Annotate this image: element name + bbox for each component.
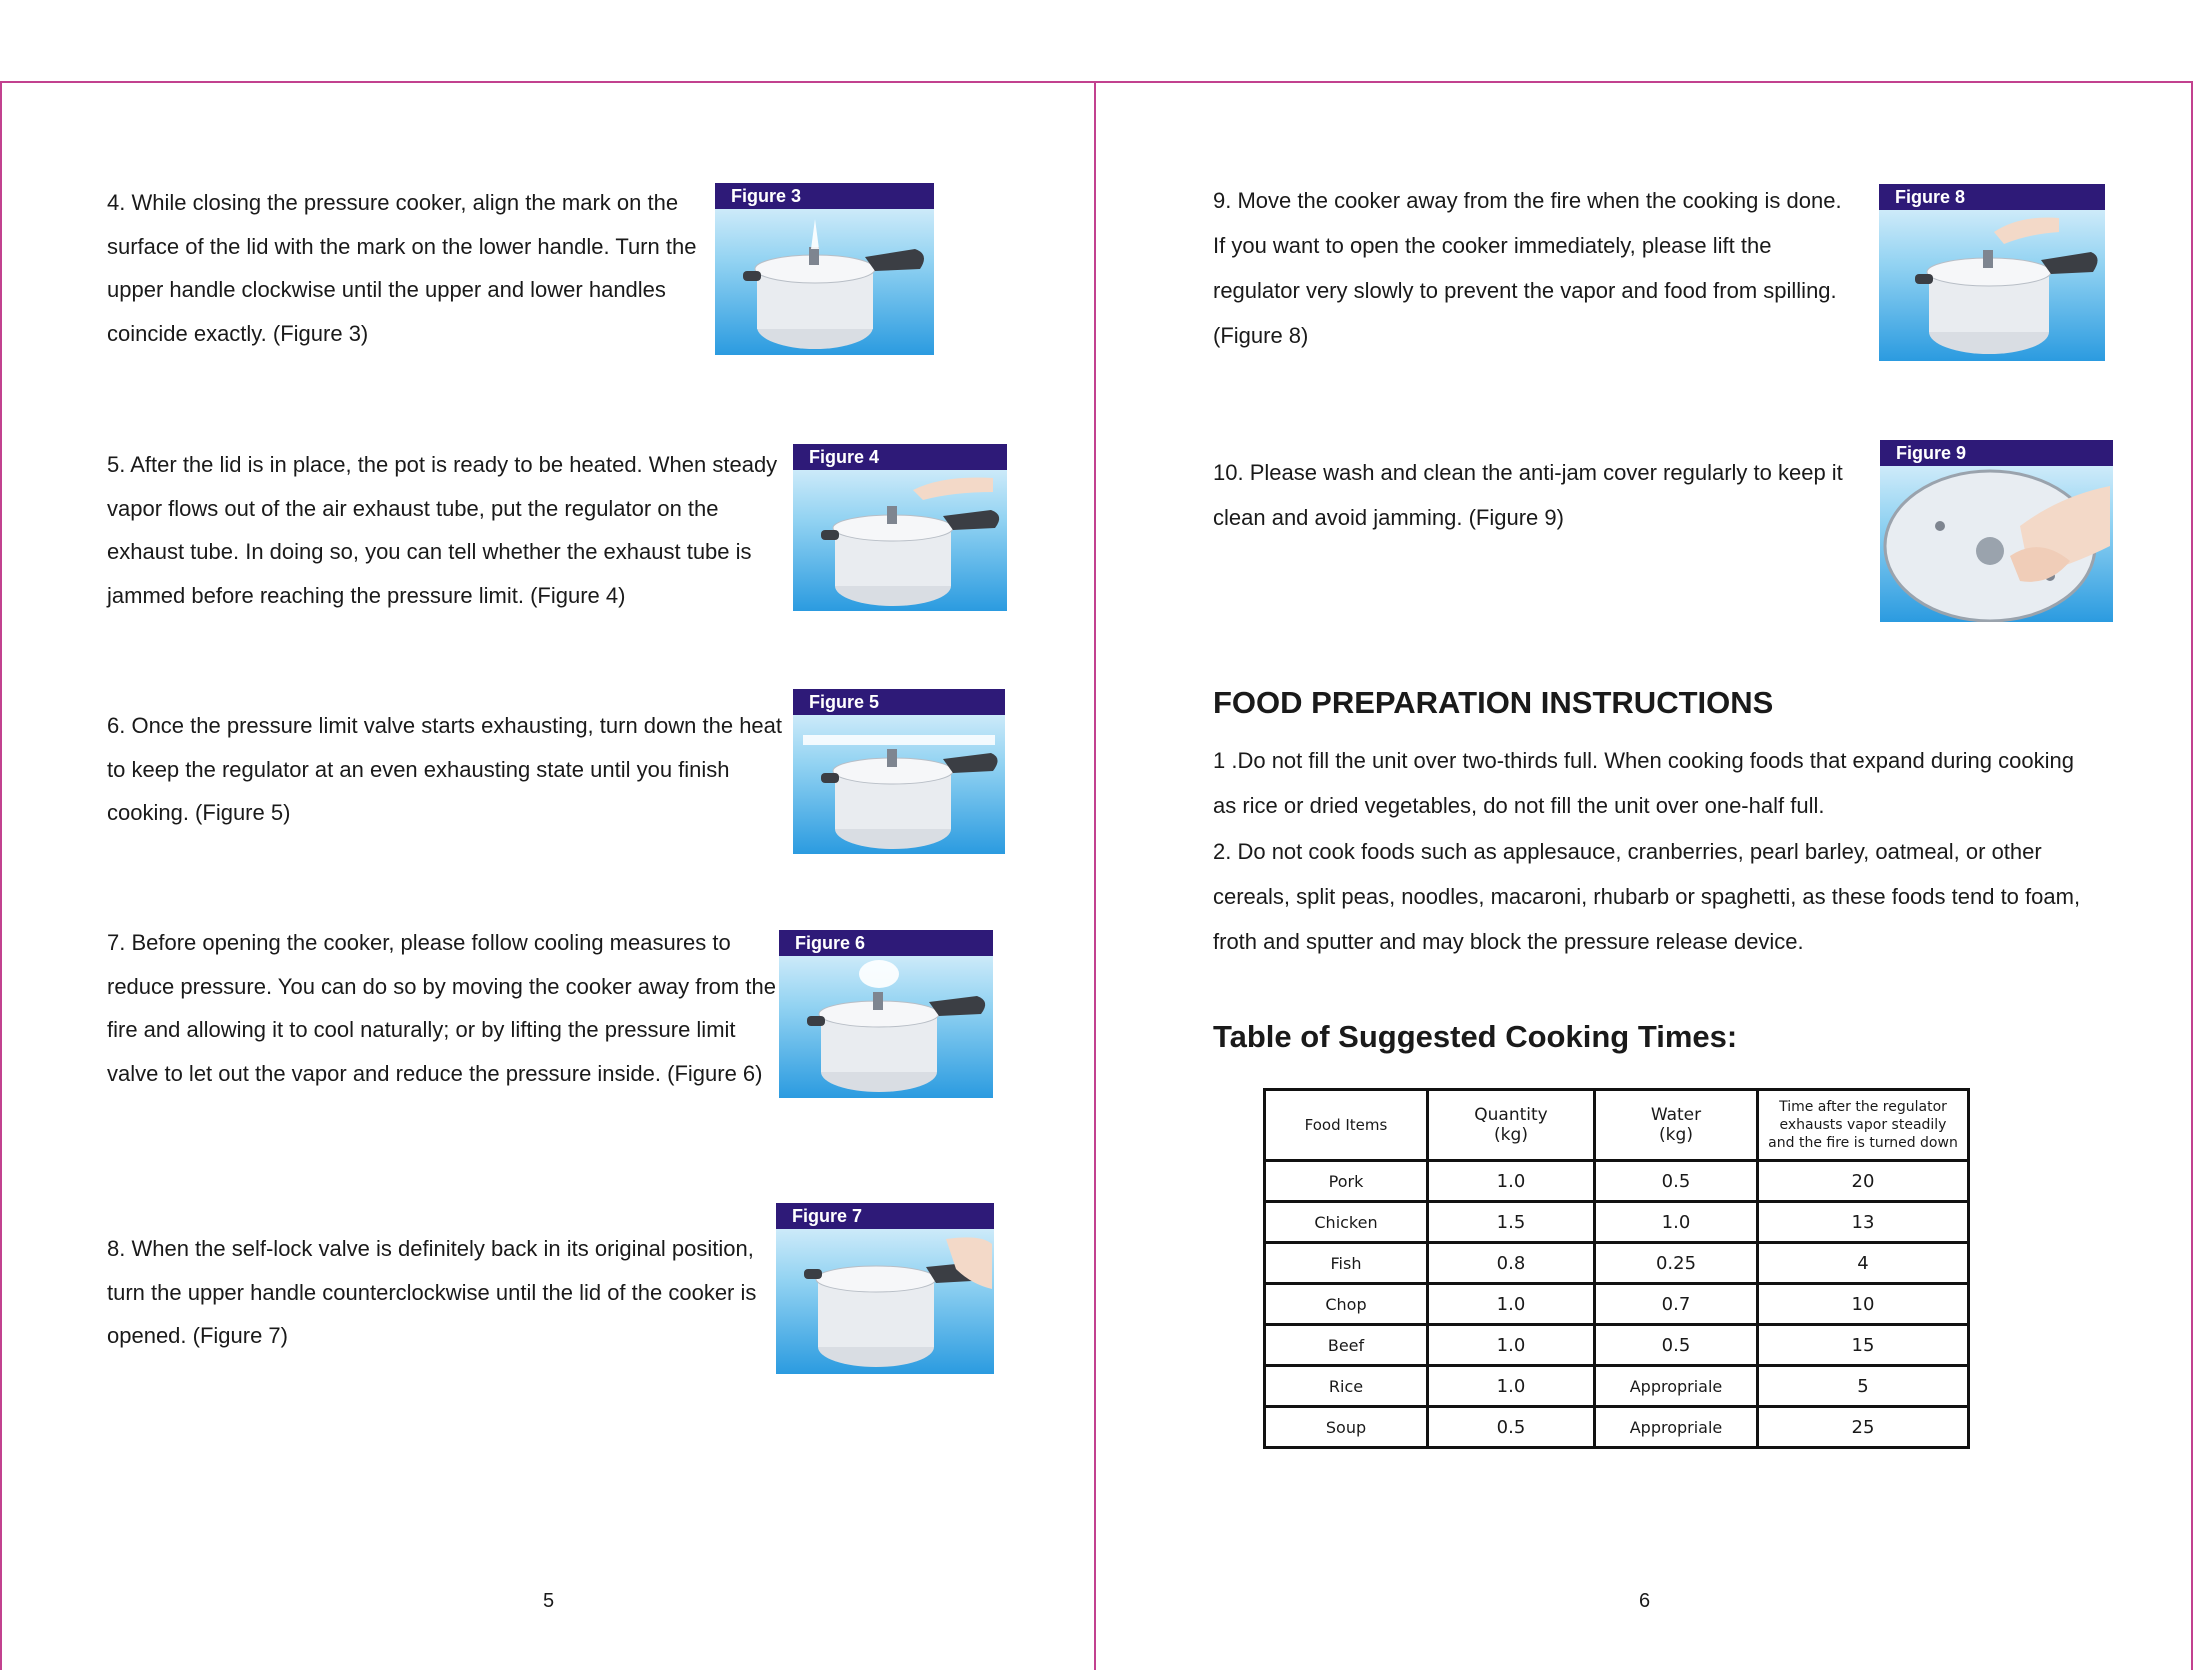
pressure-cooker-icon xyxy=(715,209,934,355)
cooking-table-title: Table of Suggested Cooking Times: xyxy=(1213,1019,1738,1054)
figure-4-label: Figure 4 xyxy=(793,444,1007,470)
cell-time: 13 xyxy=(1758,1202,1969,1243)
cell-quantity: 1.0 xyxy=(1428,1325,1595,1366)
figure-5-image xyxy=(793,689,1005,854)
cell-food: Fish xyxy=(1265,1243,1428,1284)
step-4-text: 4. While closing the pressure cooker, align the mark on the surface of the lid with the mark on the lower handle. Turn the upper handle clockwise until the upper and lower handles coincide exactly. (Figure 3) xyxy=(107,190,697,346)
cell-water: 0.25 xyxy=(1595,1243,1758,1284)
cell-water: 0.5 xyxy=(1595,1161,1758,1202)
cell-quantity: 0.8 xyxy=(1428,1243,1595,1284)
cell-food: Chop xyxy=(1265,1284,1428,1325)
pressure-cooker-icon xyxy=(793,715,1005,854)
pressure-cooker-icon xyxy=(793,470,1007,611)
food-prep-item-1: 1 .Do not fill the unit over two-thirds full. When cooking foods that expand during cooking as rice or dried vegetables, do not fill the unit over one-half full. xyxy=(1213,748,2074,818)
pressure-cooker-lid-icon xyxy=(1880,466,2113,622)
cell-time: 5 xyxy=(1758,1366,1969,1407)
table-row xyxy=(1265,1366,1969,1407)
figure-9-label: Figure 9 xyxy=(1880,440,2113,466)
cell-quantity: 0.5 xyxy=(1428,1407,1595,1448)
header-water-line2: (kg) xyxy=(1659,1125,1693,1145)
header-water xyxy=(1595,1090,1758,1161)
cell-food: Soup xyxy=(1265,1407,1428,1448)
cell-quantity: 1.0 xyxy=(1428,1366,1595,1407)
figure-8-image xyxy=(1879,184,2105,361)
header-quantity xyxy=(1428,1090,1595,1161)
header-water-line1: Water xyxy=(1650,1105,1702,1125)
table-row xyxy=(1265,1202,1969,1243)
cell-water: 0.7 xyxy=(1595,1284,1758,1325)
cooking-times-table xyxy=(1263,1088,1970,1449)
figure-6-label: Figure 6 xyxy=(779,930,993,956)
table-row xyxy=(1265,1325,1969,1366)
figure-3-image xyxy=(715,183,934,355)
page-number-left: 5 xyxy=(543,1590,555,1612)
step-9-text: 9. Move the cooker away from the fire when the cooking is done. If you want to open the cooker immediately, please lift the regulator very slowly to prevent the vapor and food from spilling. (Figure 8) xyxy=(1213,188,1842,348)
cell-food: Chicken xyxy=(1265,1202,1428,1243)
cell-quantity: 1.0 xyxy=(1428,1161,1595,1202)
cell-food: Beef xyxy=(1265,1325,1428,1366)
cell-quantity: 1.0 xyxy=(1428,1284,1595,1325)
figure-5-label: Figure 5 xyxy=(793,689,1005,715)
pressure-cooker-icon xyxy=(779,956,993,1098)
pressure-cooker-icon xyxy=(776,1229,994,1374)
header-time-line1: Time after the regulator xyxy=(1779,1099,1947,1115)
step-6-text: 6. Once the pressure limit valve starts exhausting, turn down the heat to keep the regulator at an even exhausting state until you finish cooking. (Figure 5) xyxy=(107,713,783,825)
step-10-text: 10. Please wash and clean the anti-jam cover regularly to keep it clean and avoid jamming. (Figure 9) xyxy=(1213,460,1843,530)
figure-8-label: Figure 8 xyxy=(1879,184,2105,210)
step-7-text: 7. Before opening the cooker, please follow cooling measures to reduce pressure. You can do so by moving the cooker away from the fire and allowing it to cool naturally; or by lifting the pressure limit valve to let out the vapor and reduce the pressure inside. (Figure 6) xyxy=(107,930,776,1086)
figure-3-label: Figure 3 xyxy=(715,183,934,209)
header-quantity-line1: Quantity xyxy=(1474,1105,1548,1125)
cell-time: 10 xyxy=(1758,1284,1969,1325)
header-quantity-line2: (kg) xyxy=(1494,1125,1528,1145)
header-time-line2: exhausts vapor steadily xyxy=(1779,1117,1947,1133)
pressure-cooker-icon xyxy=(1879,210,2105,361)
cell-quantity: 1.5 xyxy=(1428,1202,1595,1243)
table-row xyxy=(1265,1243,1969,1284)
step-5-text: 5. After the lid is in place, the pot is ready to be heated. When steady vapor flows out of the air exhaust tube, put the regulator on the exhaust tube. In doing so, you can tell whether the exhaust tube is jammed before reaching the pressure limit. (Figure 4) xyxy=(107,452,778,608)
food-prep-item-2: 2. Do not cook foods such as applesauce, cranberries, pearl barley, oatmeal, or other cereals, split peas, noodles, macaroni, rhubarb or spaghetti, as these foods tend to foam, froth and sputter and may block the pressure release device. xyxy=(1213,839,2081,954)
figure-6-image xyxy=(779,930,993,1098)
cell-time: 15 xyxy=(1758,1325,1969,1366)
figure-7-label: Figure 7 xyxy=(776,1203,994,1229)
figure-7-image xyxy=(776,1203,994,1374)
page-number-right: 6 xyxy=(1639,1590,1651,1612)
step-8-text: 8. When the self-lock valve is definitely back in its original position, turn the upper handle counterclockwise until the lid of the cooker is opened. (Figure 7) xyxy=(107,1236,757,1348)
cell-time: 4 xyxy=(1758,1243,1969,1284)
header-food-items: Food Items xyxy=(1265,1090,1428,1161)
cell-water: 1.0 xyxy=(1595,1202,1758,1243)
cell-water: 0.5 xyxy=(1595,1325,1758,1366)
figure-9-image xyxy=(1880,440,2113,622)
table-row xyxy=(1265,1284,1969,1325)
header-time-line3: and the fire is turned down xyxy=(1768,1135,1958,1151)
cell-food: Rice xyxy=(1265,1366,1428,1407)
cell-time: 25 xyxy=(1758,1407,1969,1448)
cell-water: Appropriale xyxy=(1595,1366,1758,1407)
figure-4-image xyxy=(793,444,1007,611)
header-time xyxy=(1758,1090,1969,1161)
cell-water: Appropriale xyxy=(1595,1407,1758,1448)
food-prep-title: FOOD PREPARATION INSTRUCTIONS xyxy=(1213,685,1774,720)
table-row xyxy=(1265,1407,1969,1448)
cell-food: Pork xyxy=(1265,1161,1428,1202)
table-header-row xyxy=(1265,1090,1969,1161)
table-row xyxy=(1265,1161,1969,1202)
cell-time: 20 xyxy=(1758,1161,1969,1202)
